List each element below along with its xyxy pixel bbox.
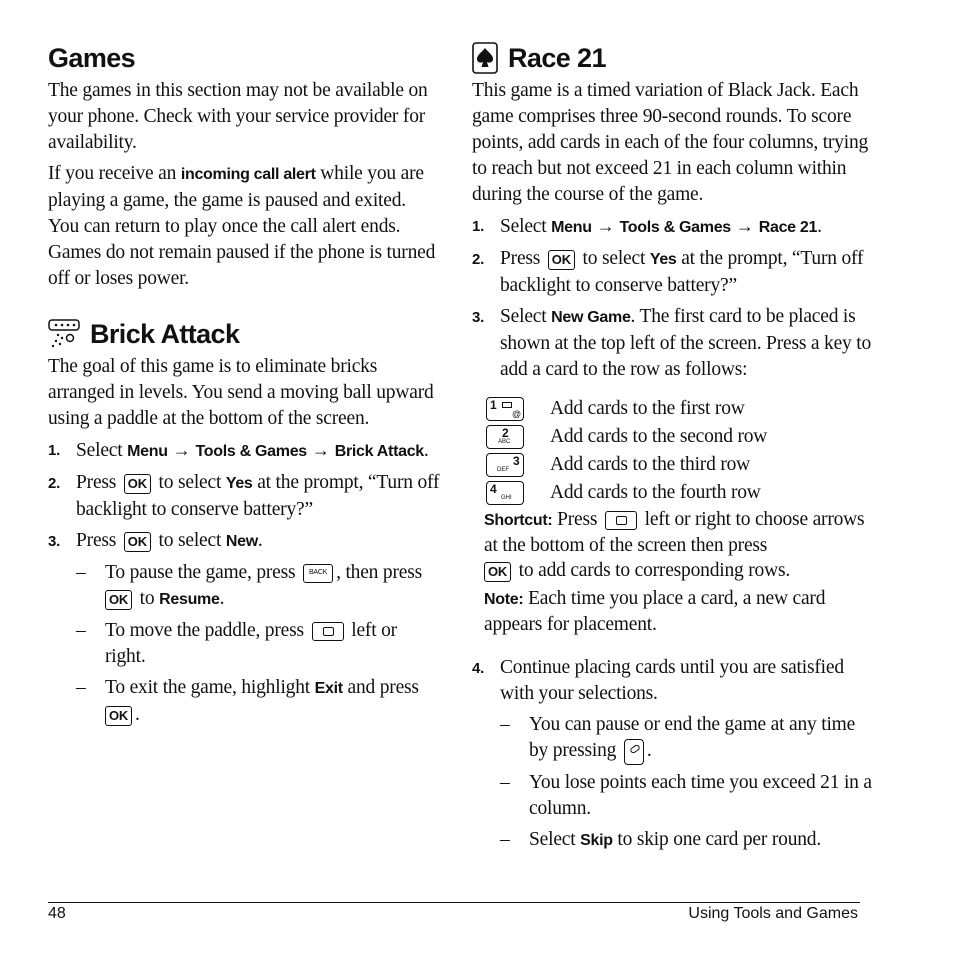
games-call-alert-paragraph xyxy=(48,161,440,292)
text: to xyxy=(135,588,160,609)
envelope-icon xyxy=(502,402,512,408)
step-number: 1. xyxy=(472,218,485,235)
text: left or right to choose arrows at the bottom of the screen then press xyxy=(484,509,865,556)
brick-step-1 xyxy=(48,437,440,465)
key-letters: ABC xyxy=(498,439,511,445)
end-key-icon xyxy=(624,739,644,765)
arrow-icon: → xyxy=(172,440,191,460)
resume-term: Resume xyxy=(159,591,220,608)
race-step-2 xyxy=(472,246,872,299)
text: You can pause or end the game at any time by pressing xyxy=(529,714,856,761)
row-map-item xyxy=(486,395,872,423)
brick-pause-tip xyxy=(48,560,440,613)
key-2-icon xyxy=(486,425,524,449)
race-skip-tip xyxy=(472,827,872,854)
row-map-label: Add cards to the third row xyxy=(550,454,751,475)
race-step-4 xyxy=(472,655,872,707)
games-intro: The games in this section may not be available on your phone. Check with your service provider for availability. xyxy=(48,80,428,153)
left-column xyxy=(48,38,440,728)
text: . xyxy=(646,740,652,761)
tools-games-term: Tools & Games xyxy=(195,443,307,460)
text: to select xyxy=(153,530,226,551)
row-map-item xyxy=(486,451,872,479)
key-letters: DEF xyxy=(497,467,509,473)
race-points-tip xyxy=(472,770,872,822)
text: . xyxy=(135,704,140,725)
text: , then press xyxy=(336,562,422,583)
page-number: 48 xyxy=(48,905,66,922)
step-number: 2. xyxy=(472,251,485,268)
text: Press xyxy=(76,530,117,551)
race-21-intro: This game is a timed variation of Black Jack. Each game comprises three 90-second rounds. To score points, add cards in each of the four columns, trying to reach but not exceed 21 in each column within during the course of the game. xyxy=(472,80,869,205)
menu-term: Menu xyxy=(551,219,592,236)
text: To exit the game, highlight xyxy=(105,677,315,698)
row-map-label: Add cards to the fourth row xyxy=(550,482,761,503)
key-letters: @ xyxy=(512,409,522,419)
text: . xyxy=(219,588,225,609)
brick-step-2 xyxy=(48,470,440,523)
ok-key-icon xyxy=(124,474,151,494)
step-number: 3. xyxy=(48,533,61,550)
text: . xyxy=(257,530,263,551)
text: at the prompt, “Turn off backlight to conserve battery?” xyxy=(500,248,864,296)
step-number: 2. xyxy=(48,475,61,492)
ok-key-icon xyxy=(484,562,511,582)
text: to select xyxy=(153,472,226,493)
race-pause-tip xyxy=(472,712,872,765)
section-title: Using Tools and Games xyxy=(688,905,858,922)
right-column xyxy=(472,38,872,854)
text: at the prompt, “Turn off backlight to conserve battery?” xyxy=(76,472,440,520)
key-letters: GHI xyxy=(501,495,512,501)
note-label: Note: xyxy=(484,591,524,608)
dash: – xyxy=(500,771,510,793)
brick-attack-term: Brick Attack xyxy=(334,443,424,460)
brick-attack-icon xyxy=(48,319,80,349)
exit-term: Exit xyxy=(314,680,343,697)
text: . xyxy=(817,216,822,237)
key-number: 3 xyxy=(513,454,520,468)
text: and press xyxy=(342,677,419,698)
text: To pause the game, press xyxy=(105,562,296,583)
text: You lose points each time you exceed 21 in a column. xyxy=(529,771,872,819)
text: . xyxy=(423,440,429,461)
brick-step-3 xyxy=(48,528,440,555)
text: Press xyxy=(500,248,541,269)
text: To move the paddle, press xyxy=(105,620,304,641)
yes-term: Yes xyxy=(225,475,253,492)
dash: – xyxy=(76,562,86,583)
shortcut-label: Shortcut: xyxy=(484,512,553,529)
text: Each time you place a card, a new card appears for placement. xyxy=(484,588,826,635)
key-3-icon xyxy=(486,453,524,477)
text: Press xyxy=(552,509,598,530)
text: . The first card to be placed is shown at the top left of the screen. Press a key to add a card to the row as follows: xyxy=(500,306,872,380)
text: to add cards to corresponding rows. xyxy=(514,560,791,581)
key-row-mapping xyxy=(486,395,872,507)
step-number: 4. xyxy=(472,660,485,677)
games-title: Games xyxy=(48,43,136,73)
row-map-item xyxy=(486,479,872,507)
skip-term: Skip xyxy=(580,831,613,849)
text: Press xyxy=(76,472,117,493)
step-number: 1. xyxy=(48,442,61,459)
dash: – xyxy=(76,677,86,698)
text: Select xyxy=(76,440,128,461)
arrow-icon: → xyxy=(596,216,615,236)
ok-key-icon xyxy=(105,706,132,726)
row-map-label: Add cards to the first row xyxy=(550,398,745,419)
text: while you are playing a game, the game is paused and exited. You can return to play once the call alert ends. Games do not remain paused if the phone is turned off or loses power. xyxy=(48,163,436,289)
row-map-label: Add cards to the second row xyxy=(550,426,768,447)
race-21-heading xyxy=(472,38,872,78)
text: Continue placing cards until you are satisfied with your selections. xyxy=(500,657,844,704)
text: If you receive an xyxy=(48,163,181,184)
row-map-item xyxy=(486,423,872,451)
race-21-term: Race 21 xyxy=(758,219,818,236)
race-step-3 xyxy=(472,304,872,383)
brick-exit-tip xyxy=(48,675,440,728)
placement-note xyxy=(484,586,872,637)
race-21-icon xyxy=(472,42,498,74)
text: to skip one card per round. xyxy=(612,828,822,850)
new-term: New xyxy=(225,533,258,550)
key-number: 4 xyxy=(490,482,497,496)
nav-key-icon xyxy=(605,511,637,530)
ok-key-icon xyxy=(548,250,575,270)
brick-attack-heading xyxy=(48,314,440,354)
key-4-icon xyxy=(486,481,524,505)
text: to select xyxy=(577,248,650,269)
key-number: 1 xyxy=(490,398,497,412)
incoming-call-alert-term: incoming call alert xyxy=(180,166,316,183)
brick-move-tip xyxy=(48,618,440,670)
games-heading xyxy=(48,38,440,78)
text: Select xyxy=(500,306,552,327)
key-number: 2 xyxy=(502,426,509,440)
shortcut-note xyxy=(484,507,872,583)
dash: – xyxy=(500,828,510,850)
new-game-term: New Game xyxy=(551,309,631,326)
text: left or right. xyxy=(105,620,397,667)
race-21-title: Race 21 xyxy=(508,43,606,73)
text: Select xyxy=(529,828,581,850)
menu-term: Menu xyxy=(127,443,168,460)
ok-key-icon xyxy=(124,532,151,552)
arrow-icon: → xyxy=(735,216,754,236)
dash: – xyxy=(76,620,86,641)
dash: – xyxy=(500,714,510,735)
brick-attack-title: Brick Attack xyxy=(90,319,240,349)
yes-term: Yes xyxy=(649,251,677,268)
race-step-1 xyxy=(472,213,872,241)
text: Select xyxy=(500,216,552,237)
nav-key-icon xyxy=(312,622,344,641)
tools-games-term: Tools & Games xyxy=(619,219,731,236)
brick-attack-intro: The goal of this game is to eliminate bricks arranged in levels. You send a moving ball upward using a paddle at the bottom of the screen. xyxy=(48,356,434,429)
page-footer xyxy=(48,902,860,922)
arrow-icon: → xyxy=(311,440,330,460)
ok-key-icon xyxy=(105,590,132,610)
back-key-icon xyxy=(303,564,333,583)
key-1-icon xyxy=(486,397,524,421)
step-number: 3. xyxy=(472,309,485,326)
